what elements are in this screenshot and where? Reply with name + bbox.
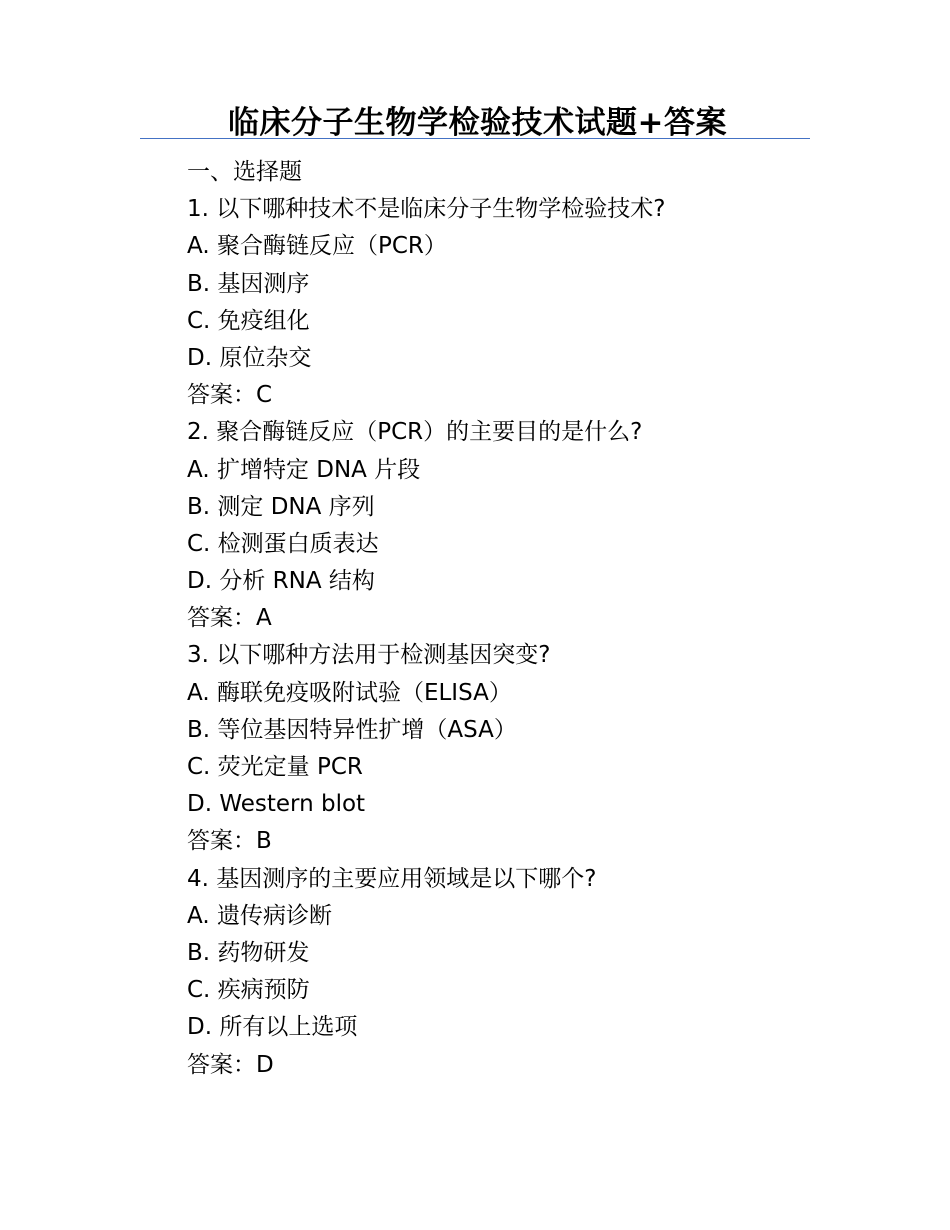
question-block [187,191,867,414]
option-c: C. 免疫组化 [187,307,310,334]
option-a: A. 聚合酶链反应（PCR） [187,233,447,260]
answer-text: 答案：D [187,1051,274,1078]
option-b: B. 药物研发 [187,939,310,966]
option-a: A. 酶联免疫吸附试验（ELISA） [187,679,512,706]
answer-text: 答案：A [187,605,272,632]
page-title: 临床分子生物学检验技术试题+答案 [228,105,727,141]
option-c: C. 检测蛋白质表达 [187,530,379,557]
option-b: B. 基因测序 [187,270,310,297]
option-b: B. 等位基因特异性扩增（ASA） [187,716,517,743]
answer-text: 答案：B [187,828,272,855]
section-heading: 一、选择题 [187,159,302,185]
question-text: 2. 聚合酶链反应（PCR）的主要目的是什么? [187,419,643,446]
option-d: D. 所有以上选项 [187,1014,358,1041]
question-text: 1. 以下哪种技术不是临床分子生物学检验技术? [187,196,666,223]
document-body [187,154,867,1084]
option-d: D. Western blot [187,791,366,818]
option-a: A. 遗传病诊断 [187,902,332,929]
option-b: B. 测定 DNA 序列 [187,493,375,520]
option-a: A. 扩增特定 DNA 片段 [187,456,421,483]
option-c: C. 疾病预防 [187,977,310,1004]
question-text: 4. 基因测序的主要应用领域是以下哪个? [187,865,597,892]
option-c: C. 荧光定量 PCR [187,754,363,780]
title-underline [140,138,810,139]
question-block [187,414,867,637]
question-block [187,861,867,1084]
question-text: 3. 以下哪种方法用于检测基因突变? [187,642,551,669]
option-d: D. 分析 RNA 结构 [187,568,375,595]
question-block [187,637,867,860]
answer-text: 答案：C [187,382,273,409]
option-d: D. 原位杂交 [187,344,312,371]
